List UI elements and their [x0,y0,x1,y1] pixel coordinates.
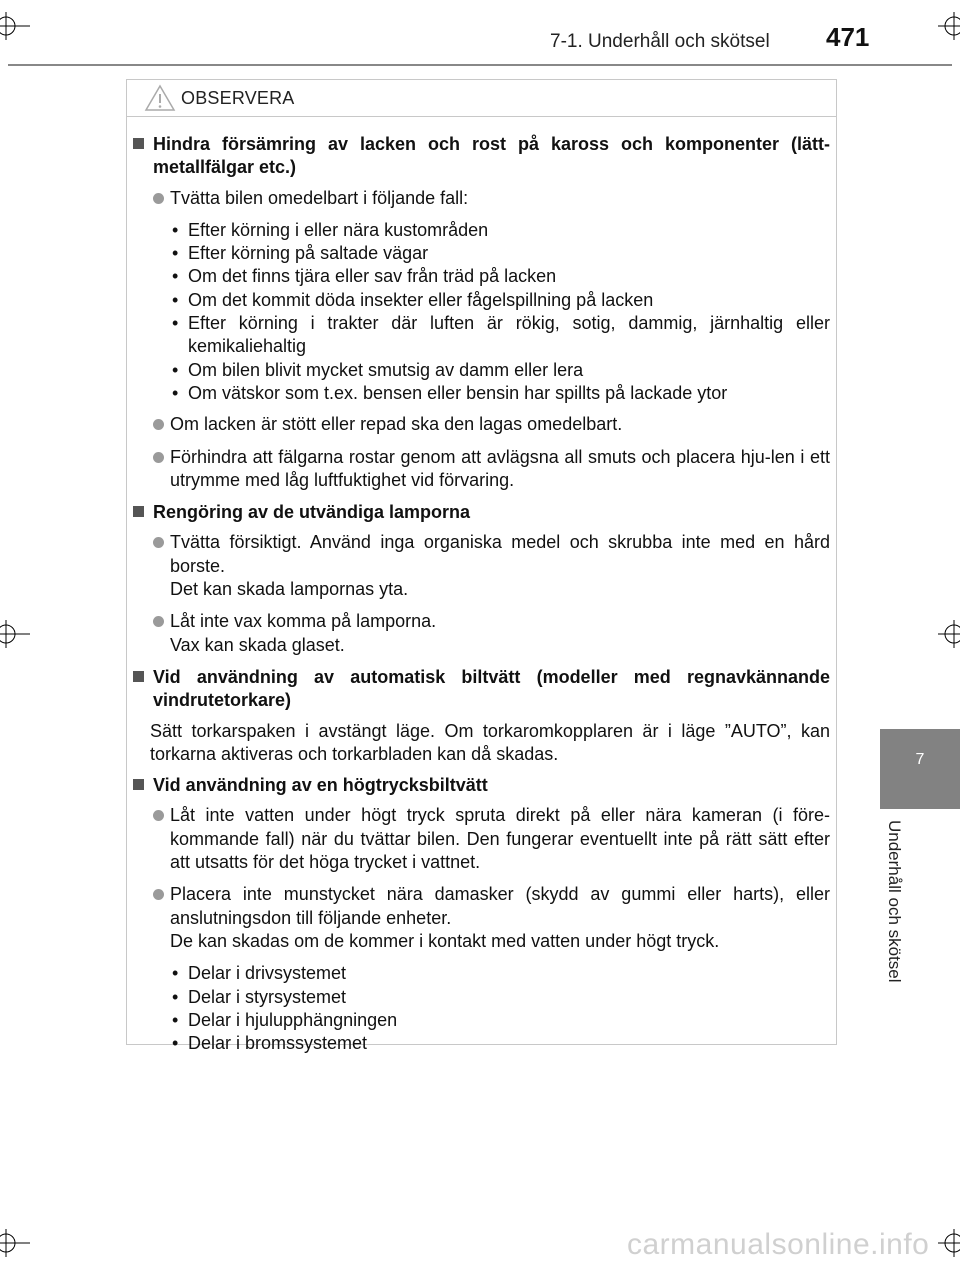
chapter-side-text: Underhåll och skötsel [885,820,904,983]
section-heading: Hindra försämring av lacken och rost på kaross och komponenter (lätt-metallfälgar etc.) [130,133,830,180]
header-rule [8,64,952,66]
square-bullet-icon [133,138,144,149]
list-item: Förhindra att fälgarna rostar genom att avlägsna all smuts och placera hju-len i ett utrymme med låg luftfuktighet vid förvaring. [130,446,830,493]
square-bullet-icon [133,779,144,790]
circle-bullet-icon [153,889,164,900]
section-heading: Vid användning av automatisk biltvätt (modeller med regnavkännande vindrutetorkare) [130,666,830,713]
bullet-item: • Om vätskor som t.ex. bensen eller bensin har spillts på lackade ytor [170,382,830,405]
bullet-item: • Delar i drivsystemet [170,962,830,985]
bullet-item: • Efter körning i eller nära kustområden [170,219,830,242]
crop-mark-mid-right [938,618,960,650]
list-item: Tvätta försiktigt. Använd inga organiska medel och skrubba inte med en hård borste. Det kan skada lampornas yta. [130,531,830,601]
watermark: carmanualsonline.info [627,1228,930,1261]
bullet-item: • Delar i hjulupphängningen [170,1009,830,1032]
bullet-item: • Efter körning i trakter där luften är rökig, sotig, dammig, järnhaltig eller kemikaliehaltig [170,312,830,359]
circle-bullet-icon [153,810,164,821]
square-bullet-icon [133,506,144,517]
chapter-title: 7-1. Underhåll och skötsel [550,31,770,52]
bullet-item: • Om bilen blivit mycket smutsig av damm eller lera [170,359,830,382]
square-bullet-icon [133,671,144,682]
crop-mark-top-right [938,10,960,42]
circle-bullet-icon [153,193,164,204]
crop-mark-top-left [0,10,32,42]
circle-bullet-icon [153,452,164,463]
crop-mark-mid-left [0,618,32,650]
section-heading: Rengöring av de utvändiga lamporna [130,501,830,524]
list-item: Tvätta bilen omedelbart i följande fall: [130,187,830,210]
bullet-item: • Om det finns tjära eller sav från träd på lacken [170,265,830,288]
bullet-list [130,962,830,1055]
bullet-item: • Om det kommit döda insekter eller fågelspillning på lacken [170,289,830,312]
chapter-tab [880,729,960,809]
circle-bullet-icon [153,616,164,627]
notice-divider [127,116,836,117]
circle-bullet-icon [153,537,164,548]
bullet-list [130,219,830,405]
bullet-item: • Delar i styrsystemet [170,986,830,1009]
list-item: Låt inte vax komma på lamporna. Vax kan skada glaset. [130,610,830,657]
crop-mark-bottom-left [0,1227,32,1259]
list-item: Om lacken är stött eller repad ska den lagas omedelbart. [130,413,830,436]
warning-triangle-icon [144,84,176,112]
bullet-item: • Delar i bromssystemet [170,1032,830,1055]
list-item: Låt inte vatten under högt tryck spruta direkt på eller nära kameran (i före-kommande fall) när du tvättar bilen. Den fungerar eventuellt inte på rätt sätt efter att utsatts för det höga trycket i vattnet. [130,804,830,874]
notice-content [130,133,830,1063]
crop-mark-bottom-right [938,1227,960,1259]
chapter-side-label [884,820,912,1010]
paragraph: Sätt torkarspaken i avstängt läge. Om torkaromkopplaren är i läge ”AUTO”, kan torkarna aktiveras och torkarbladen kan då skadas. [150,720,830,764]
notice-label: OBSERVERA [181,88,295,108]
bullet-item: • Efter körning på saltade vägar [170,242,830,265]
chapter-number: 7 [915,751,925,768]
section-heading: Vid användning av en högtrycksbiltvätt [130,774,830,797]
list-item: Placera inte munstycket nära damasker (skydd av gummi eller harts), eller anslutningsdon till följande enheter. De kan skadas om de kommer i kontakt med vatten under högt tryck. [130,883,830,953]
page-number: 471 [826,22,870,52]
circle-bullet-icon [153,419,164,430]
